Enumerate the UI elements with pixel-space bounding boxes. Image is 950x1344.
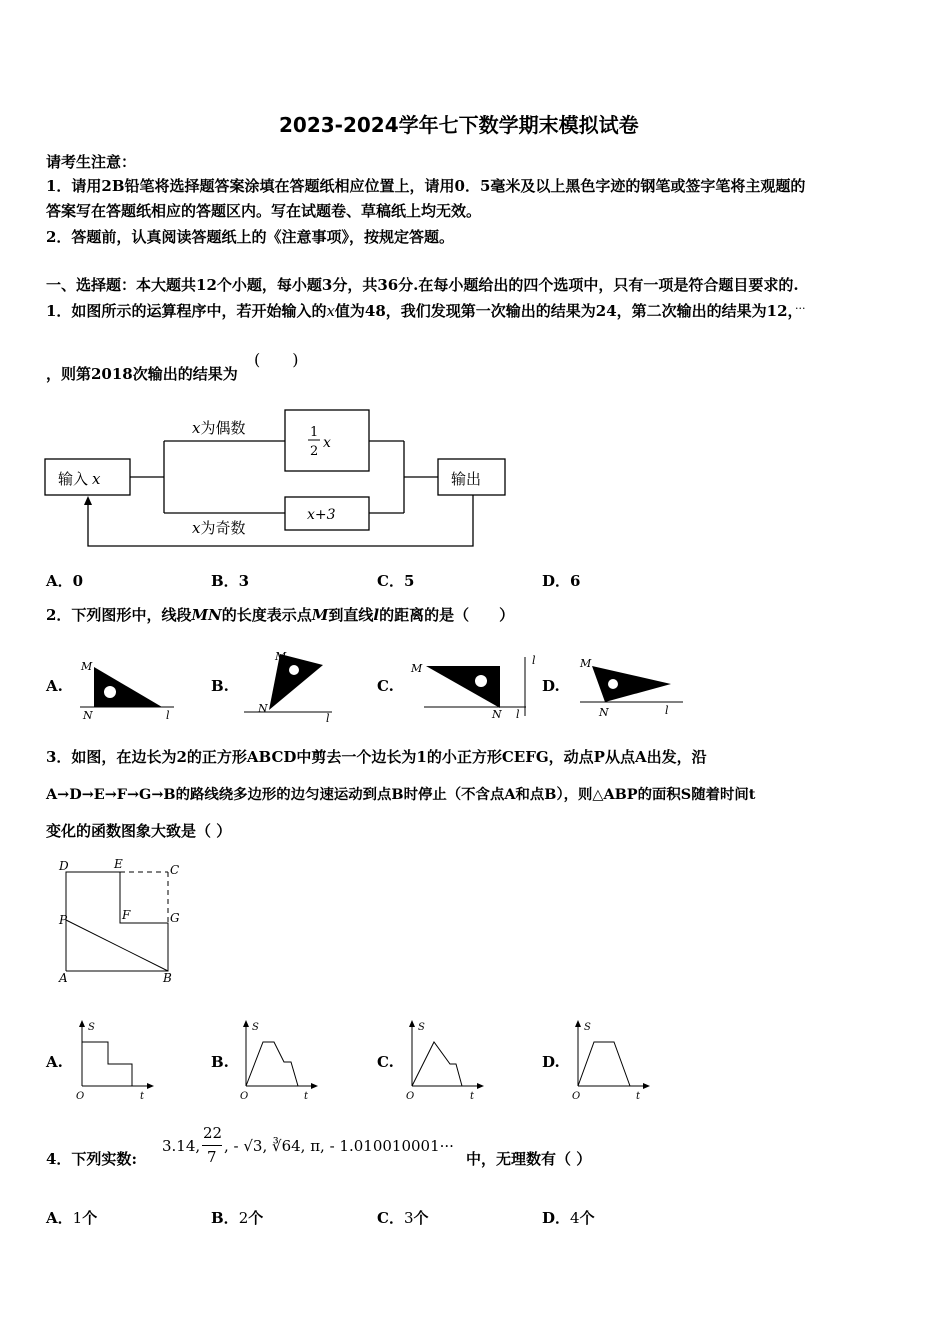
q4-frac-bar xyxy=(202,1145,222,1146)
q3-text-line-1: 3．如图，在边长为2的正方形ABCD中剪去一个边长为1的小正方形CEFG，动点P从点A出发，沿 xyxy=(46,748,707,766)
q3-option-a[interactable]: A. xyxy=(46,1053,63,1071)
svg-text:l: l xyxy=(516,708,520,721)
q4-expr-a: 3.14, xyxy=(162,1137,201,1155)
svg-text:O: O xyxy=(240,1091,249,1102)
q2-option-a[interactable]: A. xyxy=(46,677,63,695)
svg-text:S: S xyxy=(584,1022,591,1033)
q4-option-a[interactable]: A．1个 xyxy=(46,1209,98,1227)
svg-text:O: O xyxy=(76,1091,85,1102)
section-1-heading: 一、选择题：本大题共12个小题，每小题3分，共36分.在每小题给出的四个选项中，只有一项是符合题目要求的. xyxy=(46,276,799,294)
q2-figure-d xyxy=(575,650,695,725)
notice-line-1: 1．请用2B铅笔将选择题答案涂填在答题纸相应位置上，请用0．5毫米及以上黑色字迹的钢笔或签字笔将主观题的 xyxy=(46,177,806,195)
svg-text:D: D xyxy=(59,859,69,873)
svg-text:O: O xyxy=(572,1091,581,1102)
flow-odd-label: x为奇数 xyxy=(192,519,246,537)
svg-text:S: S xyxy=(418,1022,425,1033)
q3-graph-a xyxy=(72,1018,162,1103)
flow-half-x: x xyxy=(323,435,331,451)
q3-text-line-3: 变化的函数图象大致是（ ） xyxy=(46,822,232,840)
svg-text:B: B xyxy=(163,971,172,985)
svg-text:t: t xyxy=(470,1091,475,1102)
svg-text:N: N xyxy=(492,708,502,721)
notice-line-2: 答案写在答题纸相应的答题区内。写在试题卷、草稿纸上均无效。 xyxy=(46,202,482,220)
page-title: 2023-2024学年七下数学期末模拟试卷 xyxy=(279,113,639,137)
q3-option-b[interactable]: B. xyxy=(211,1053,229,1071)
svg-text:A: A xyxy=(59,971,68,985)
svg-text:N: N xyxy=(599,706,609,719)
flow-half-den: 2 xyxy=(310,444,319,459)
svg-text:P: P xyxy=(59,913,68,927)
q2-option-d[interactable]: D. xyxy=(542,677,560,695)
q1-flowchart xyxy=(40,405,520,555)
svg-text:t: t xyxy=(636,1091,641,1102)
svg-text:M: M xyxy=(81,660,93,673)
svg-text:M: M xyxy=(411,662,423,675)
q4-prefix: 4．下列实数: xyxy=(46,1150,137,1168)
q1-option-b[interactable]: B．3 xyxy=(211,572,250,590)
q4-frac-den: 7 xyxy=(207,1148,217,1166)
q3-graph-c xyxy=(402,1018,492,1103)
flow-even-label: x为偶数 xyxy=(192,419,246,437)
svg-text:F: F xyxy=(122,908,131,922)
svg-text:C: C xyxy=(170,863,180,877)
q1-option-c[interactable]: C．5 xyxy=(377,572,415,590)
q2-text: 2．下列图形中，线段MN的长度表示点M到直线l的距离的是（ ） xyxy=(46,606,515,624)
notice-heading: 请考生注意： xyxy=(46,153,137,171)
flow-half-num: 1 xyxy=(310,425,319,440)
svg-text:G: G xyxy=(170,911,180,925)
svg-text:M: M xyxy=(580,657,592,670)
svg-text:l: l xyxy=(665,704,669,717)
q3-graph-d xyxy=(568,1018,658,1103)
q4-option-d[interactable]: D．4个 xyxy=(542,1209,595,1227)
svg-text:l: l xyxy=(326,712,330,725)
q4-option-b[interactable]: B．2个 xyxy=(211,1209,264,1227)
svg-text:N: N xyxy=(83,709,93,722)
q2-figure-c xyxy=(408,650,548,725)
svg-text:S: S xyxy=(252,1022,259,1033)
q1-option-d[interactable]: D．6 xyxy=(542,572,581,590)
svg-text:S: S xyxy=(88,1022,95,1033)
q3-graph-b xyxy=(236,1018,326,1103)
svg-text:N: N xyxy=(258,702,268,715)
flow-input-label: 输入 x xyxy=(58,470,101,488)
q3-square-figure xyxy=(55,858,205,988)
q4-suffix: 中，无理数有（ ） xyxy=(466,1150,592,1168)
q3-option-c[interactable]: C. xyxy=(377,1053,394,1071)
q1-answer-paren: ( ) xyxy=(254,350,299,369)
notice-line-3: 2．答题前，认真阅读答题纸上的《注意事项》，按规定答题。 xyxy=(46,228,454,246)
q1-text-line-1: 1．如图所示的运算程序中，若开始输入的x值为48，我们发现第一次输出的结果为24，第二次输出的结果为12，··· xyxy=(46,302,806,320)
q4-expr-b: , - √3, ∛64, π, - 1.010010001··· xyxy=(224,1137,454,1155)
svg-text:t: t xyxy=(304,1091,309,1102)
q2-option-c[interactable]: C. xyxy=(377,677,394,695)
svg-text:l: l xyxy=(166,709,170,722)
q1-option-a[interactable]: A．0 xyxy=(46,572,84,590)
q4-option-c[interactable]: C．3个 xyxy=(377,1209,429,1227)
svg-text:O: O xyxy=(406,1091,415,1102)
svg-text:E: E xyxy=(114,857,123,871)
q2-option-b[interactable]: B. xyxy=(211,677,229,695)
q2-figure-a xyxy=(78,655,178,725)
svg-text:M: M xyxy=(275,650,287,663)
q3-text-line-2: A→D→E→F→G→B的路线绕多边形的边匀速运动到点B时停止（不含点A和点B），则△ABP的面积S随着时间t xyxy=(46,786,756,803)
svg-text:t: t xyxy=(140,1091,145,1102)
q1-text-line-2: ，则第2018次输出的结果为 xyxy=(46,365,238,383)
q4-frac-num: 22 xyxy=(203,1124,223,1142)
q3-option-d[interactable]: D. xyxy=(542,1053,560,1071)
q2-figure-b xyxy=(242,650,342,725)
flow-output-label: 输出 xyxy=(451,470,482,488)
svg-text:l: l xyxy=(532,654,536,667)
flow-plus3-label: x+3 xyxy=(307,507,336,523)
